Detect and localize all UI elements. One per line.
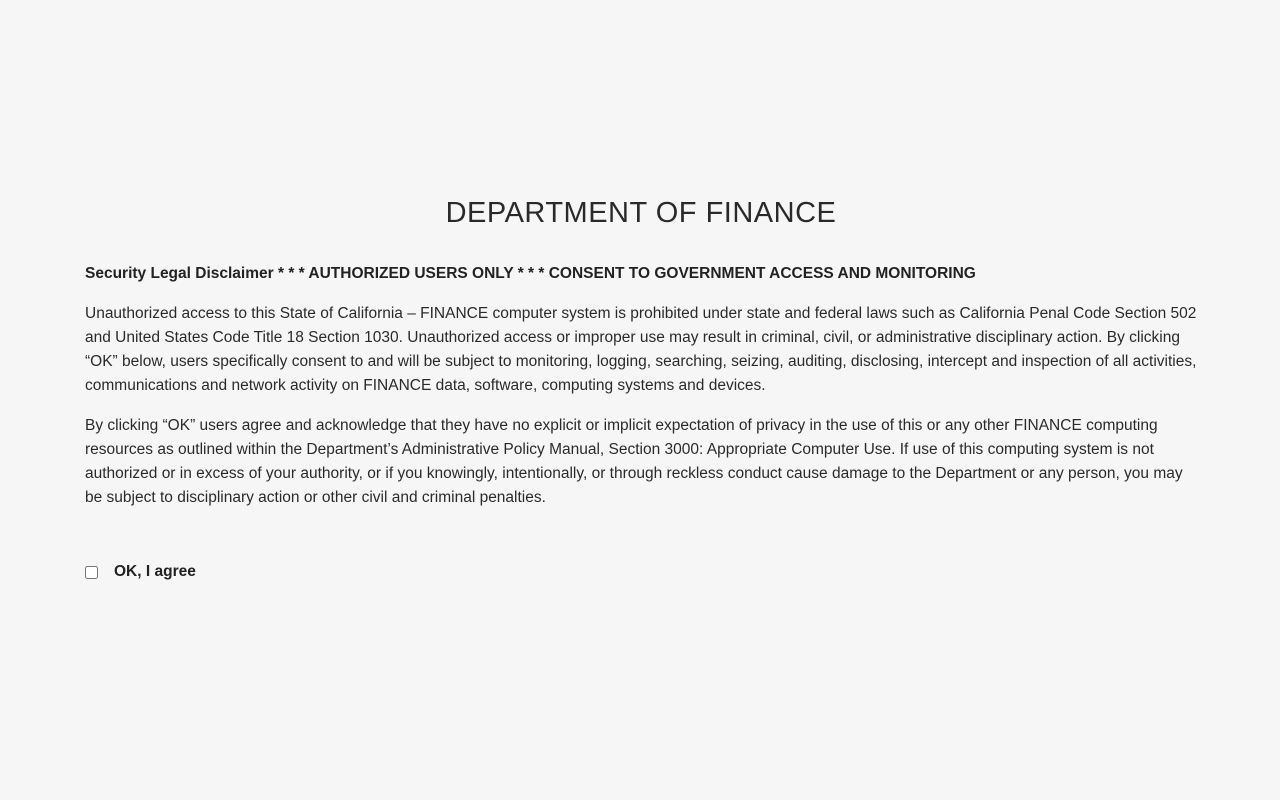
page-title: DEPARTMENT OF FINANCE bbox=[445, 197, 837, 229]
disclaimer-content bbox=[85, 194, 1197, 584]
agree-checkbox[interactable] bbox=[85, 566, 98, 579]
disclaimer-heading: Security Legal Disclaimer * * * AUTHORIZED USERS ONLY * * * CONSENT TO GOVERNMENT ACCESS AND MONITORING bbox=[85, 265, 976, 282]
agree-label[interactable]: OK, I agree bbox=[114, 563, 196, 580]
agree-row bbox=[85, 560, 1197, 584]
disclaimer-paragraph-1: Unauthorized access to this State of California – FINANCE computer system is prohibited under state and federal laws such as California Penal Code Section 502 and United States Code Title 18 Section 1030. Unauthorized access or improper use may result in criminal, civil, or administrative disciplinary action. By clicking “OK” below, users specifically consent to and will be subject to monitoring, logging, searching, seizing, auditing, disclosing, intercept and inspection of all activities, communications and network activity on FINANCE data, software, computing systems and devices. bbox=[85, 305, 1197, 394]
disclaimer-paragraph-2: By clicking “OK” users agree and acknowledge that they have no explicit or implicit expectation of privacy in the use of this or any other FINANCE computing resources as outlined within the Department’s Administrative Policy Manual, Section 3000: Appropriate Computer Use. If use of this computing system is not authorized or in excess of your authority, or if you knowingly, intentionally, or through reckless conduct cause damage to the Department or any person, you may be subject to disciplinary action or other civil and criminal penalties. bbox=[85, 417, 1183, 506]
